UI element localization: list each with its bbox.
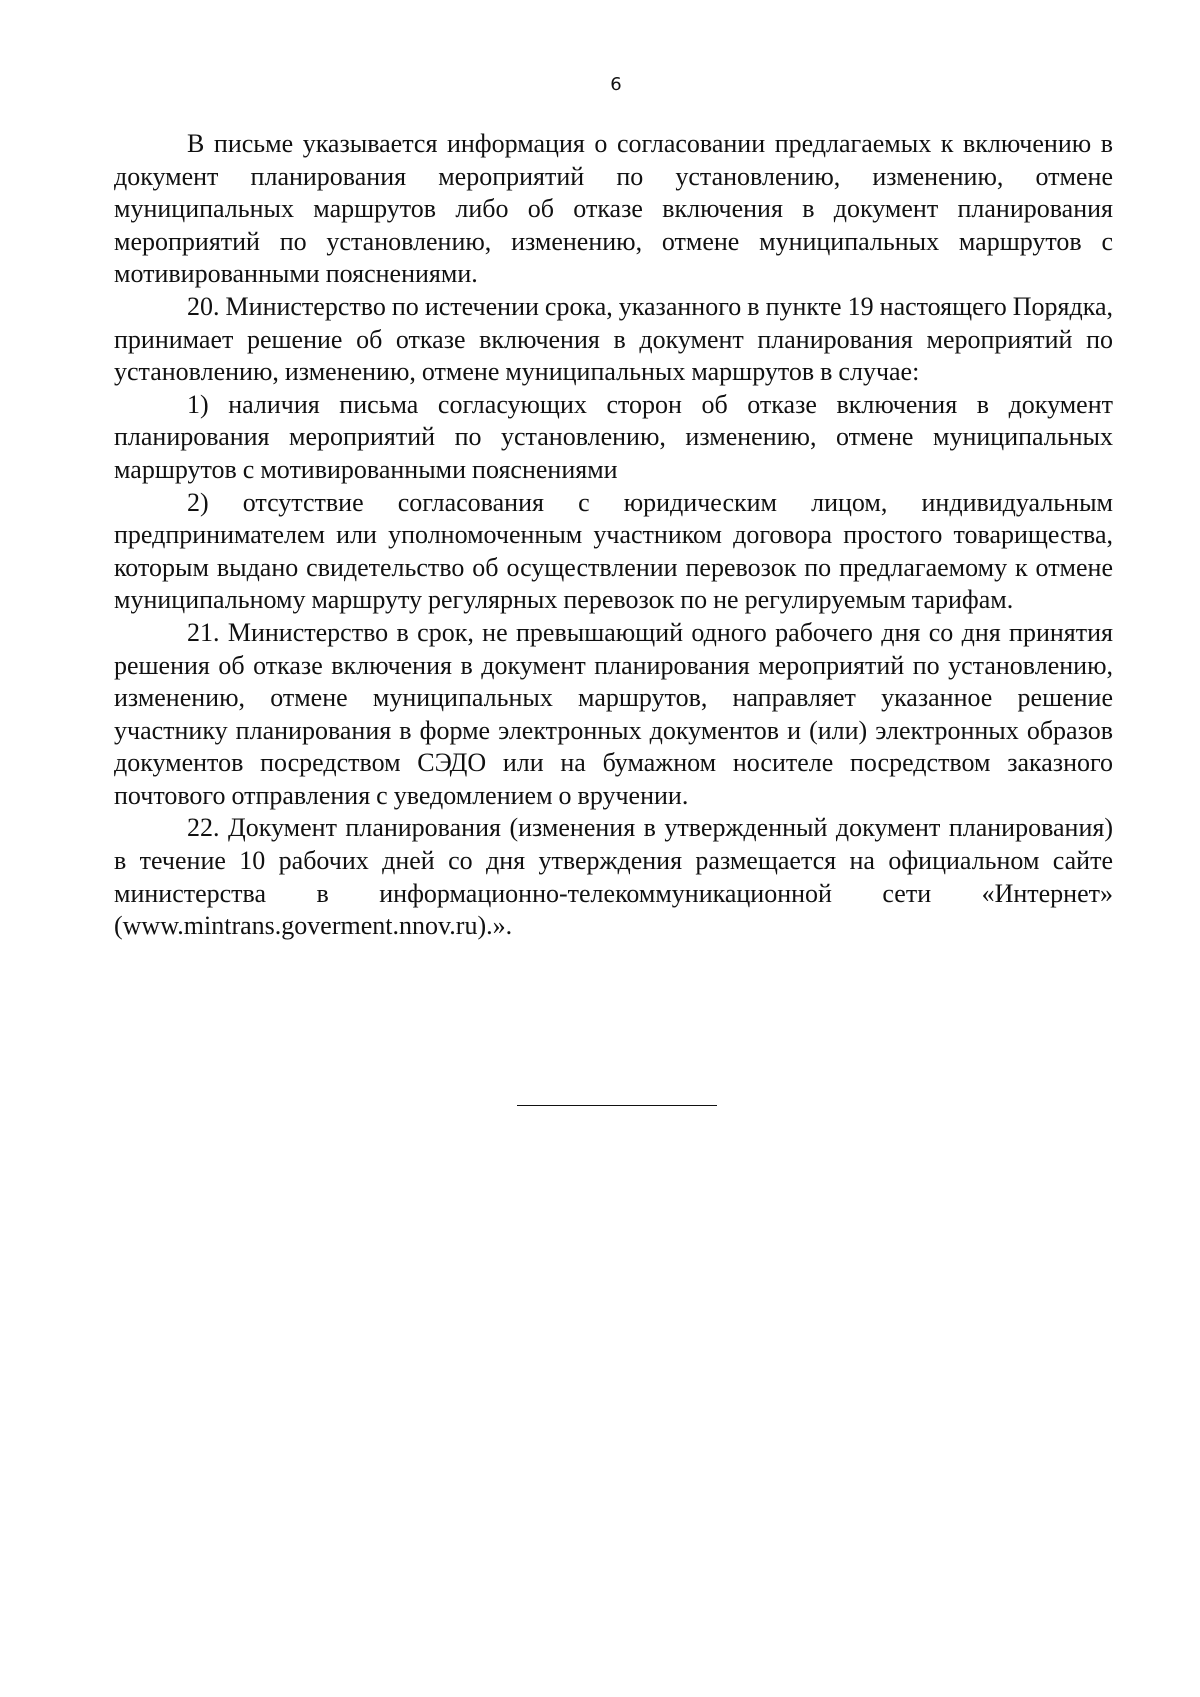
paragraph-item-21: 21. Министерство в срок, не превышающий одного рабочего дня со дня принятия решения об отказе включения в документ планирования мероприятий по установлению, изменению, отмене муниципальных маршрутов, направляет указанное решение участнику планирования в форме электронных документов и (или) электронных образов документов посредством СЭДО или на бумажном носителе посредством заказного почтового отправления с уведомлением о вручении. <box>114 617 1113 810</box>
end-of-document-rule <box>517 1105 717 1106</box>
paragraph-subitem-1: 1) наличия письма согласующих сторон об отказе включения в документ планирования мероприятий по установлению, изменению, отмене муниципальных маршрутов с мотивированными пояснениями <box>114 389 1113 484</box>
paragraph-letter-info: В письме указывается информация о согласовании предлагаемых к включению в документ планирования мероприятий по установлению, изменению, отмене муниципальных маршрутов либо об отказе включения в документ планирования мероприятий по установлению, изменению, отмене муниципальных маршрутов с мотивированными пояснениями. <box>114 129 1113 289</box>
page-number: 6 <box>610 74 622 95</box>
document-body <box>114 128 1113 943</box>
paragraph-subitem-2: 2) отсутствие согласования с юридическим лицом, индивидуальным предпринимателем или уполномоченным участником договора простого товарищества, которым выдано свидетельство об осуществлении перевозок по предлагаемому к отмене муниципальному маршруту регулярных перевозок по не регулируемым тарифам. <box>114 487 1113 615</box>
paragraph-item-22: 22. Документ планирования (изменения в утвержденный документ планирования) в течение 10 рабочих дней со дня утверждения размещается на официальном сайте министерства в информационно-телекоммуникационной сети «Интернет» (www.mintrans.goverment.nnov.ru).». <box>114 813 1113 941</box>
paragraph-item-20: 20. Министерство по истечении срока, указанного в пункте 19 настоящего Порядка, принимает решение об отказе включения в документ планирования мероприятий по установлению, изменению, отмене муниципальных маршрутов в случае: <box>114 291 1113 387</box>
